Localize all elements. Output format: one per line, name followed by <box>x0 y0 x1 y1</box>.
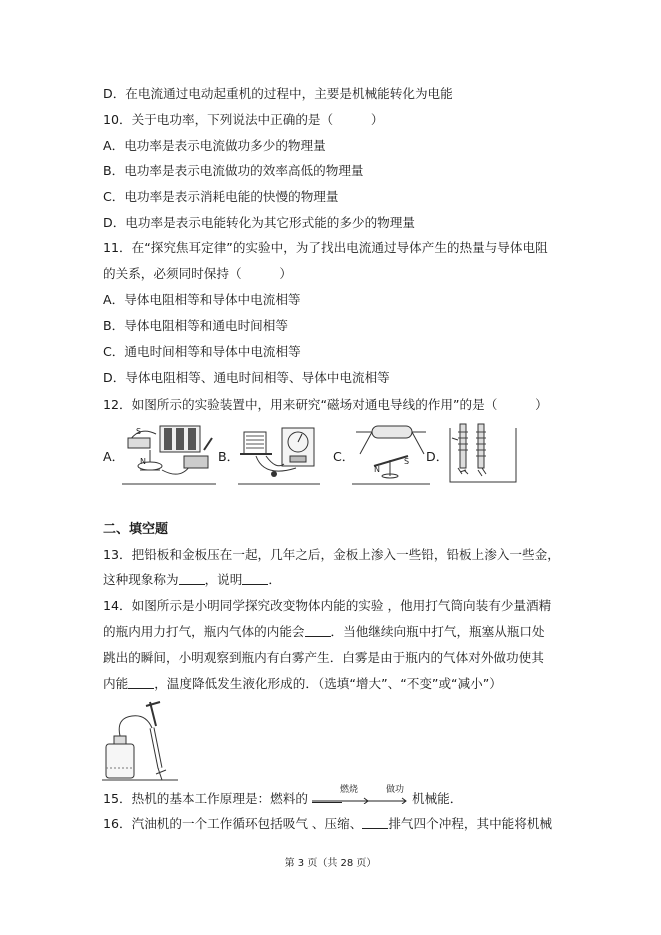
q13-text-a: 这种现象称为 <box>103 572 179 587</box>
q12-stem: 12．如图所示的实验装置中，用来研究“磁场对通电导线的作用”的是（ ） <box>103 397 548 412</box>
q15-arrow-label-2: 做功 <box>385 785 404 795</box>
q12-option-a-label: A． <box>103 449 125 464</box>
q12-figure-a <box>120 420 218 486</box>
q12-figure-d <box>448 418 518 484</box>
q16-blank-1[interactable] <box>362 816 388 829</box>
q15-arrow-icon <box>312 796 408 804</box>
q14-text-b: ．当他继续向瓶中打气，瓶塞从瓶口处 <box>330 624 545 639</box>
q14-line4 <box>103 676 502 692</box>
q9-option-d: D．在电流通过电动起重机的过程中，主要是机械能转化为电能 <box>103 86 453 101</box>
q13-blank-1[interactable] <box>179 572 205 585</box>
q12-figure-c <box>350 420 432 486</box>
q11-stem-line1: 11．在“探究焦耳定律”的实验中，为了找出电流通过导体产生的热量与导体电阻 <box>103 240 548 255</box>
q14-line3: 跳出的瞬间，小明观察到瓶内有白雾产生．白雾是由于瓶内的气体对外做功使其 <box>103 650 544 665</box>
q16-line <box>103 816 552 832</box>
q13-text-c: ． <box>268 572 281 587</box>
q11-option-c: C．通电时间相等和导体中电流相等 <box>103 344 301 359</box>
q16-text-b: 排气四个冲程，其中能将机械 <box>388 816 553 831</box>
q13-line2 <box>103 572 281 588</box>
q15-arrow-label-1: 燃烧 <box>339 785 358 795</box>
q13-blank-2[interactable] <box>242 572 268 585</box>
q12-figure-b <box>236 420 322 486</box>
q14-figure-bottle-pump <box>102 698 178 782</box>
q10-option-b: B．电功率是表示电流做功的效率高低的物理量 <box>103 163 364 178</box>
q15-text-prefix: 15．热机的基本工作原理是：燃料的 <box>103 791 308 806</box>
q12-option-c-label: C． <box>333 449 355 464</box>
q11-option-b: B．导体电阻相等和通电时间相等 <box>103 318 288 333</box>
q13-line1: 13．把铅板和金板压在一起，几年之后，金板上渗入一些铅，铅板上渗入一些金， <box>103 547 560 562</box>
q14-line2 <box>103 624 545 640</box>
q14-text-a: 的瓶内用力打气，瓶内气体的内能会 <box>103 624 305 639</box>
fig-a-n-label: N <box>140 457 146 466</box>
page-footer: 第 3 页（共 28 页） <box>284 858 377 869</box>
fig-c-n-label: N <box>374 465 380 474</box>
q11-stem-line2: 的关系，必须同时保持（ ） <box>103 266 292 281</box>
q16-text-a: 16．汽油机的一个工作循环包括吸气 、压缩、 <box>103 816 363 831</box>
q11-option-a: A．导体电阻相等和导体中电流相等 <box>103 292 301 307</box>
q14-text-d: ，温度降低发生液化形成的．（选填“增大”、“不变”或“减小”） <box>154 676 502 691</box>
q13-text-b: ，说明 <box>204 572 243 587</box>
q15-text-suffix: 机械能． <box>411 791 463 806</box>
q10-option-d: D．电功率是表示电能转化为其它形式能的多少的物理量 <box>103 215 415 230</box>
q15-line <box>103 785 463 807</box>
q14-blank-1[interactable] <box>305 624 331 637</box>
q14-line1: 14．如图所示是小明同学探究改变物体内能的实验 ，他用打气筒向装有少量酒精 <box>103 598 552 613</box>
q10-option-c: C．电功率是表示消耗电能的快慢的物理量 <box>103 189 339 204</box>
q12-option-d-label: D． <box>426 449 449 464</box>
section-fill-in-title: 二、填空题 <box>103 522 169 537</box>
q12-option-b-label: B． <box>218 449 240 464</box>
q11-option-d: D．导体电阻相等、通电时间相等、导体中电流相等 <box>103 370 390 385</box>
fig-a-s-label: S <box>136 427 142 436</box>
q15-conversion-arrows <box>312 785 408 806</box>
q14-text-c: 内能 <box>103 676 129 691</box>
q14-blank-2[interactable] <box>128 676 154 689</box>
q10-option-a: A．电功率是表示电流做功多少的物理量 <box>103 138 326 153</box>
fig-c-s-label: S <box>404 457 410 466</box>
q10-stem: 10．关于电功率，下列说法中正确的是（ ） <box>103 112 384 127</box>
